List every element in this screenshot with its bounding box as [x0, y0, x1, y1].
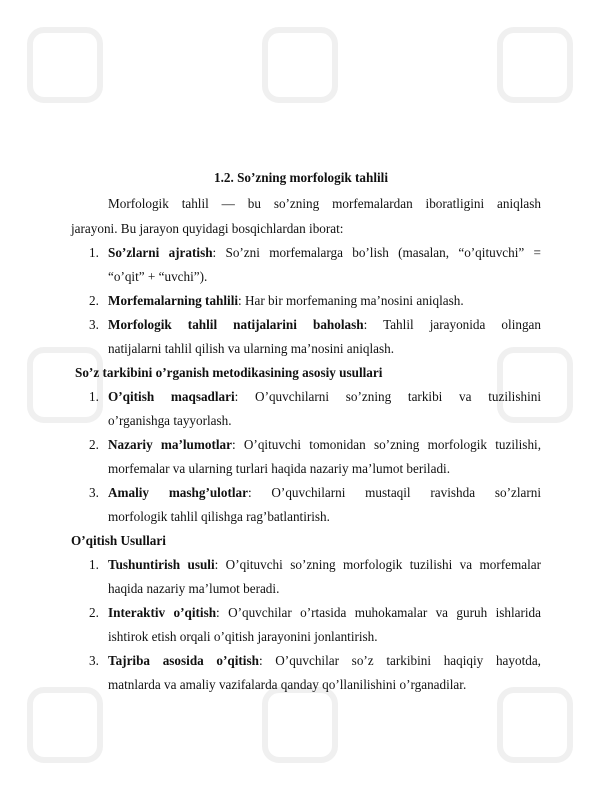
- definition: : O’quvchilar o’rtasida muhokamalar va guruh ishlarida: [216, 605, 541, 620]
- list-number: 1.: [89, 245, 99, 260]
- list-number: 1.: [89, 557, 99, 572]
- list-item-continuation: matnlarda va amaliy vazifalarda qanday qo’llanilishini o’rganadilar.: [108, 677, 467, 692]
- definition: : O’quvchilarni so’zning tarkibi va tuzilishini: [234, 389, 541, 404]
- list-item-continuation: morfemalar va ularning turlari haqida nazariy ma’lumot beriladi.: [108, 461, 451, 476]
- list-item-line: [108, 605, 541, 621]
- list-item-continuation: haqida nazariy ma’lumot beradi.: [108, 581, 280, 596]
- section-title: 1.2. So’zning morfologik tahlili: [214, 170, 389, 185]
- term: So’zlarni ajratish: [108, 245, 213, 260]
- list-item-continuation: o’rganishga tayyorlash.: [108, 413, 232, 428]
- list-item-continuation: morfologik tahlil qilishga rag’batlantirish.: [108, 509, 330, 524]
- list-number: 2.: [89, 293, 99, 308]
- list-item-line: [108, 389, 541, 405]
- term: Tajriba asosida o’qitish: [108, 653, 259, 668]
- list-number: 1.: [89, 389, 99, 404]
- list-item-continuation: natijalarni tahlil qilish va ularning ma’nosini aniqlash.: [108, 341, 395, 356]
- list-item-continuation: “o’qit” + “uvchi”).: [108, 269, 208, 284]
- term: O’qitish maqsadlari: [108, 389, 235, 404]
- list-item-line: [108, 437, 541, 453]
- definition: : O’qituvchi so’zning morfologik tuzilishi va morfemalar: [214, 557, 541, 572]
- list-item-line: [108, 653, 541, 669]
- list-item-line: [108, 245, 541, 261]
- list-number: 2.: [89, 605, 99, 620]
- list-number: 2.: [89, 437, 99, 452]
- definition: : O’quvchilarni mustaqil ravishda so’zlarni: [247, 485, 541, 500]
- term: Tushuntirish usuli: [108, 557, 215, 572]
- list-item-line: [108, 293, 464, 309]
- list-number: 3.: [89, 317, 99, 332]
- definition: : So’zni morfemalarga bo’lish (masalan, “o’qituvchi” =: [212, 245, 541, 260]
- term: Interaktiv o’qitish: [108, 605, 217, 620]
- paragraph-intro-line2: jarayoni. Bu jarayon quyidagi bosqichlardan iborat:: [71, 221, 344, 236]
- definition: : Tahlil jarayonida olingan: [363, 317, 541, 332]
- definition: : Har bir morfemaning ma’nosini aniqlash.: [238, 293, 464, 308]
- list-item-continuation: ishtirok etish orqali o’qitish jarayonini jonlantirish.: [108, 629, 378, 644]
- list-number: 3.: [89, 653, 99, 668]
- definition: : O’qituvchi tomonidan so’zning morfologik tuzilishi,: [231, 437, 541, 452]
- definition: : O’quvchilar so’z tarkibini haqiqiy hayotda,: [258, 653, 541, 668]
- list-item-line: [108, 485, 541, 501]
- term: Nazariy ma’lumotlar: [108, 437, 232, 452]
- list-number: 3.: [89, 485, 99, 500]
- list-item-line: [108, 557, 541, 573]
- term: Morfologik tahlil natijalarini baholash: [108, 317, 364, 332]
- term: Amaliy mashg’ulotlar: [108, 485, 248, 500]
- subheading-teaching: O’qitish Usullari: [71, 533, 166, 548]
- paragraph-intro-line1: Morfologik tahlil — bu so’zning morfemalardan iboratligini aniqlash: [108, 196, 541, 211]
- list-item-line: [108, 317, 541, 333]
- term: Morfemalarning tahlili: [108, 293, 239, 308]
- subheading-methods: So’z tarkibini o’rganish metodikasining asosiy usullari: [75, 365, 383, 380]
